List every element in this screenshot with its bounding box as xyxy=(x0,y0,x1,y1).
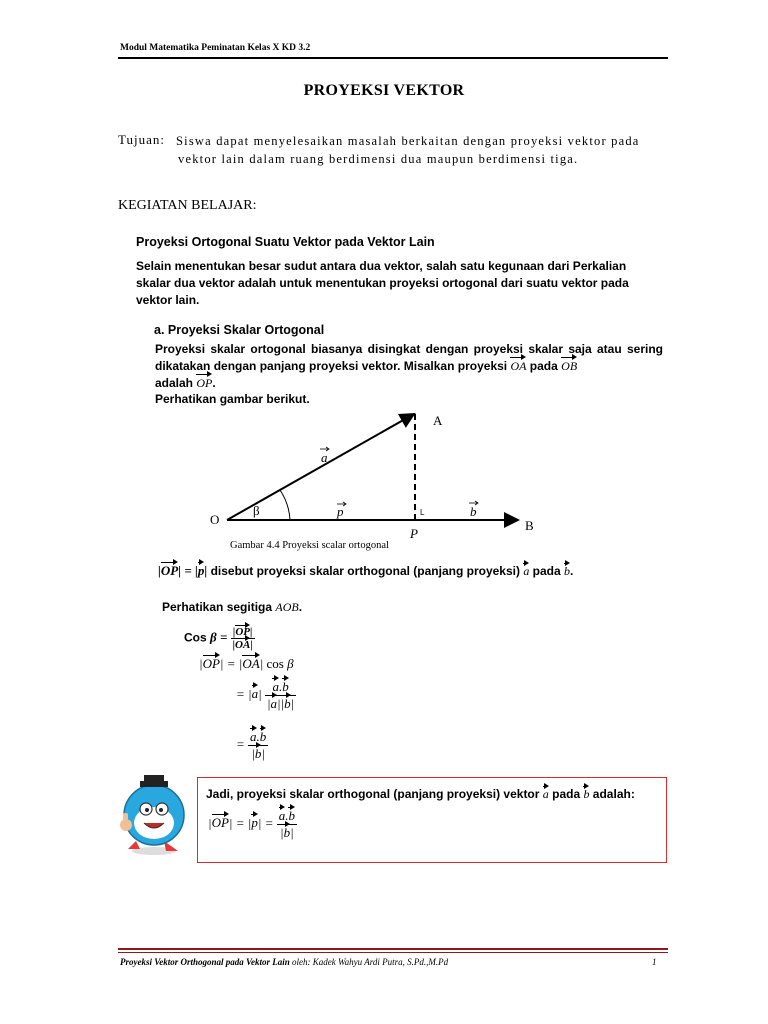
segitiga-line xyxy=(162,600,302,615)
segitiga-aob: AOB xyxy=(275,600,299,614)
label-point-p: P xyxy=(410,526,418,541)
vec-oa: OA xyxy=(510,359,527,373)
conclusion-formula: |OP| = |p| = $\frac{a.b}{|b|}$ xyxy=(208,808,295,840)
vec-b-stmt: b xyxy=(564,564,570,578)
right-angle-mark: L xyxy=(420,508,425,517)
figure-caption: Gambar 4.4 Proyeksi scalar ortogonal xyxy=(230,540,389,551)
label-vector-b: b xyxy=(470,504,477,519)
vec-op: OP xyxy=(196,376,213,390)
footer-rule-bottom xyxy=(118,952,668,953)
statement-text: disebut proyeksi skalar orthogonal (panjang proyeksi) xyxy=(207,564,524,578)
beta-symbol: β xyxy=(210,629,217,645)
perhatikan-gambar: Perhatikan gambar berikut. xyxy=(155,392,310,406)
tujuan-label: Tujuan: xyxy=(118,132,165,147)
op-equals-oa-cos: |OP| = |OA| cos β xyxy=(199,656,294,671)
step-two-fraction: $\frac{a.b}{|a||b|}$ xyxy=(266,679,295,711)
footer-title: Proyeksi Vektor Orthogonal pada Vektor Lain xyxy=(120,957,290,967)
conclusion-text: Jadi, proyeksi skalar orthogonal (panjang proyeksi) vektor a pada b adalah: xyxy=(206,787,635,801)
para-adalah: adalah xyxy=(155,376,197,390)
vec-p-stmt: p xyxy=(197,563,205,578)
label-point-o: O xyxy=(210,512,220,527)
projection-diagram xyxy=(200,404,560,544)
header-rule xyxy=(118,57,668,59)
module-header: Modul Matematika Peminatan Kelas X KD 3.2 xyxy=(120,43,311,53)
step-two-equation: = |a| $\frac{a.b}{|a||b|}$ xyxy=(236,679,295,711)
segitiga-text: Perhatikan segitiga xyxy=(162,600,276,614)
vec-op-stmt: OP xyxy=(160,563,179,578)
angle-arc xyxy=(280,490,290,520)
para-text-1: Proyeksi skalar ortogonal biasanya disingkat dengan proyeksi skalar saja atau sering dikatakan dengan panjang proyeksi vektor. Misalkan proyeksi xyxy=(155,342,663,373)
label-point-b: B xyxy=(525,518,534,533)
intro-paragraph: Selain menentukan besar sudut antara dua vektor, salah satu kegunaan dari Perkalian skalar dua vektor adalah untuk menentukan proyeksi ortogonal dari suatu vektor pada vektor lain. xyxy=(136,259,629,307)
label-beta: β xyxy=(253,503,260,518)
cos-label: Cos xyxy=(184,630,211,645)
para-pada: pada xyxy=(526,359,562,373)
cos-beta-equation: Cos β = $\frac{|OP|}{|OA|}$ xyxy=(184,626,253,651)
section-subheading: Proyeksi Ortogonal Suatu Vektor pada Vektor Lain xyxy=(136,235,435,249)
footer-rule-top xyxy=(118,948,668,950)
mascot-illustration xyxy=(118,773,194,859)
statement-pada: pada xyxy=(529,564,564,578)
section-a-heading: a. Proyeksi Skalar Ortogonal xyxy=(154,323,325,337)
statement-line: |OP| = |p| disebut proyeksi skalar orthogonal (panjang proyeksi) a pada b. xyxy=(158,563,574,578)
conclusion-fraction: $\frac{a.b}{|b|}$ xyxy=(278,808,295,840)
label-vector-p: p xyxy=(337,504,344,519)
step-three-fraction: $\frac{a.b}{|b|}$ xyxy=(250,729,267,761)
label-vector-a: a xyxy=(321,450,328,465)
footer-author: oleh: Kadek Wahyu Ardi Putra, S.Pd.,M.Pd xyxy=(289,957,449,967)
tujuan-line-2: vektor lain dalam ruang berdimensi dua maupun berdimensi tiga. xyxy=(178,152,579,166)
vec-a-stmt: a xyxy=(523,564,530,578)
kegiatan-belajar-heading: KEGIATAN BELAJAR: xyxy=(118,198,257,213)
vec-ob: OB xyxy=(561,359,578,373)
cos-fraction: $\frac{|OP|}{|OA|}$ xyxy=(232,626,253,651)
tujuan-line-1: Siswa dapat menyelesaikan masalah berkaitan dengan proyeksi vektor pada xyxy=(176,134,640,148)
section-a-paragraph xyxy=(155,341,663,392)
page-number: 1 xyxy=(652,957,657,967)
label-point-a: A xyxy=(433,413,443,428)
page-title: PROYEKSI VEKTOR xyxy=(303,82,465,99)
para-end: . xyxy=(212,376,216,390)
statement-end: . xyxy=(570,564,574,578)
footer-text xyxy=(120,957,448,967)
segitiga-dot: . xyxy=(298,600,303,614)
tujuan-text xyxy=(176,132,666,168)
step-three-equation: = $\frac{a.b}{|b|}$ xyxy=(236,729,267,761)
